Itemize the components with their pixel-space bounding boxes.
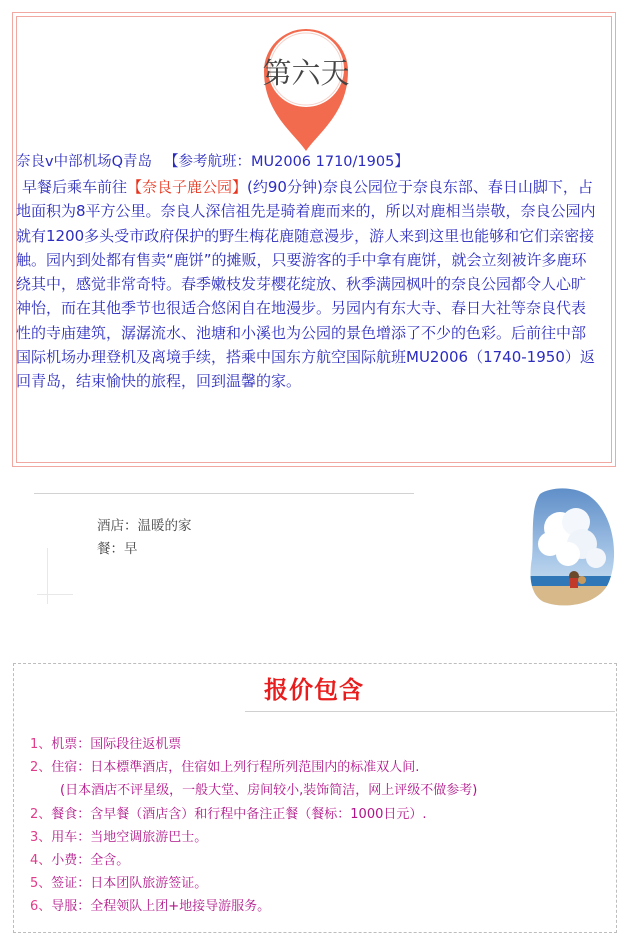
scenery-photo	[530, 488, 616, 606]
price-items	[30, 733, 620, 919]
price-item-visa: 5、签证：日本团队旅游签证。	[30, 876, 208, 892]
price-item-tips: 4、小费：全含。	[30, 853, 130, 869]
hotel-info: 酒店：温暖的家	[97, 518, 192, 534]
title-underline	[245, 711, 615, 712]
price-title: 报价包含	[264, 676, 364, 704]
divider	[34, 493, 414, 494]
price-item-hotel: 2、住宿：日本標準酒店，住宿如上列行程所列范围内的标准双人间.	[30, 760, 420, 776]
price-item-hotel-note: (日本酒店不评星级，一般大堂、房间较小,装饰简洁，网上评级不做参考)	[60, 783, 478, 799]
decor-line-vertical	[47, 548, 48, 604]
day-badge-label: 第六天	[262, 56, 350, 90]
flight-info: 【参考航班：MU2006 1710/1905】	[164, 154, 409, 170]
route-text: 奈良v中部机场Q青岛	[16, 154, 152, 170]
desc-before: 早餐后乘车前往	[22, 178, 128, 196]
park-highlight: 【奈良子鹿公园】	[127, 178, 248, 196]
sky-clouds-illustration	[530, 488, 616, 606]
route-line	[16, 150, 596, 171]
day-description	[16, 175, 596, 394]
desc-after: (约90分钟)奈良公园位于奈良东部、春日山脚下，占地面积为8平方公里。奈良人深信祖先是骑着鹿而来的，所以对鹿相当崇敬，奈良公园内就有1200多头受市政府保护的野生梅花鹿随意漫步，游人来到这里也能够和它们亲密接触。园内到处都有售卖“鹿饼”的摊贩，只要游客的手中拿有鹿饼，就会立刻被许多鹿环绕其中，感觉非常奇特。春季嫩枝发芽樱花绽放、秋季满园枫叶的奈良公园都令人心旷神怡，而在其他季节也很适合悠闲自在地漫步。另园内有东大寺、春日大社等奈良代表性的寺庙建筑，潺潺流水、池塘和小溪也为公园的景色增添了不少的色彩。后前往中部国际机场办理登机及离境手续，搭乘中国东方航空国际航班MU2006（1740-1950）返回青岛，结束愉快的旅程，回到温馨的家。	[16, 178, 596, 391]
day-badge	[256, 13, 356, 153]
price-item-meals: 2、餐食：含早餐（酒店含）和行程中备注正餐（餐标：1000日元）.	[30, 806, 427, 822]
decor-line-horizontal	[37, 594, 73, 595]
price-item-guide: 6、导服：全程领队上团+地接导游服务。	[30, 899, 271, 915]
meal-info: 餐：早	[97, 541, 138, 557]
price-item-ticket: 1、机票：国际段往返机票	[30, 737, 182, 752]
price-item-bus: 3、用车：当地空调旅游巴士。	[30, 829, 208, 845]
